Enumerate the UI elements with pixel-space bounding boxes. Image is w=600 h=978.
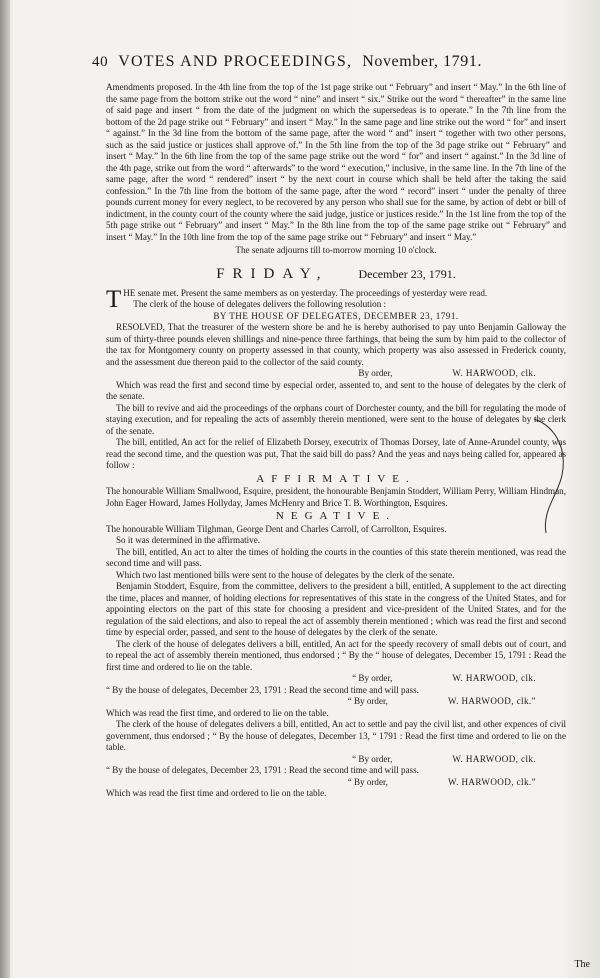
quoted-clerk-signature-2: W. HARWOOD, clk.” [447,696,536,706]
orphans-bill-paragraph: The bill to revive and aid the proceedings of the orphans court of Dorchester county, and the bill for regulating the mode of staying execution, and for repealing the acts of assembly therein mentioned, were sent to the house of delegates by the clerk of the senate. [106,402,566,436]
quoted-clerk-signature-4: W. HARWOOD, clk.” [447,776,536,787]
two-bills-paragraph: Which two last mentioned bills were sent to the house of delegates by the clerk of the senate. [116,569,455,580]
resolved-paragraph: RESOLVED, That the treasurer of the western shore be and he is hereby authorised to pay unto Benjamin Galloway the sum of thirty-three pounds eleven shillings and nine-pence three farthings, that being the sum by him paid to the collector of the tax for Montgomery county on property assessed in that county, which property was also assessed in Frederick county, and the assessment due thereon paid to the collector of the said county. [106,322,566,367]
by-house-label: BY THE HOUSE OF DELEGATES, [213,310,361,321]
second-reading-line-2: “ By the house of delegates, December 23, 1791 : Read the second time and will pass. [106,765,419,775]
page-text [92,52,566,800]
running-title: VOTES AND PROCEEDINGS, [118,53,353,70]
clerk-signature: W. HARWOOD, clk. [452,368,536,378]
by-house-date: DECEMBER 23, 1791. [363,310,459,321]
negative-heading: NEGATIVE. [275,510,397,522]
quoted-by-order-2: “ By order, [347,696,388,706]
read-table-line: Which was read the first time, and ordered to lie on the table. [106,707,329,718]
quoted-by-order: “ By order, [352,673,393,683]
small-debts-paragraph: The clerk of the house of delegates delivers a bill, entitled, An act for the speedy recovery of small debts out of court, and to repeal the act of assembly therein mentioned, thus endorsed ; “ By the “ house of delegates, December 15, 1791 : Read the first time and ordered to lie on the table. [106,638,566,672]
amendments-paragraph: Amendments proposed. In the 4th line from the top of the 1st page strike out “ February” and insert “ May.” In the 6th line of the same page from the bottom strike out the word “ nine” and insert “ six.” Strike out the word “ thereafter” in the same line of said page and insert “ from the date of the judgment on which the supersedeas is to operate.” In the 7th line from the bottom of the 2d page strike out “ February” and insert “ May.” In the same page and line strike out the word “ for” and insert “ against.” In the 3d line from the bottom of the same page, after the word “ and” insert “ together with two other persons, such as the said justice or justices shall approve of.” In the 5th line from the top of the 3d page strike out “ February” and insert “ May.” In the 6th line from the top of the same page strike out the word “ for” and insert “ against.” In the 3d line of the 4th page, strike out from the word “ afterwards” to the word “ execution,” inclusive, in the same line. In the 7th line of the same page, after the word “ rendered” insert “ by the next court in course which shall be held after the taking the said confession.” In the 7th line from the bottom of the same page, after the word “ record” insert “ under the penalty of three pounds current money for every neglect, to be recovered by any person who shall sue for the same, by action of debt or bill of indictment, in the county court of the county where the said judge, justice or justices reside.” In the 1st line from the top of the 5th page strike out “ February” and insert “ May.” In the 8th line from the top of the same page strike out “ February” and insert “ May.” In the 10th line from the top of the same page strike out “ February” and insert “ May.” [106,82,566,242]
catchword: The [574,959,590,970]
binding-gutter [0,0,10,978]
quoted-clerk-signature: W. HARWOOD, clk. [452,673,536,683]
determined-line: So it was determined in the affirmative. [116,535,261,545]
read-table-line-2: Which was read the first time and ordered to lie on the table. [106,788,327,798]
quoted-by-order-4: “ By order, [347,776,388,787]
signature-line [106,368,566,380]
day-name: FRIDAY, [216,265,329,282]
dorsey-bill-paragraph: The bill, entitled, An act for the relief of Elizabeth Dorsey, executrix of Thomas Dorsey, late of Anne-Arundel county, was read the second time, and the question was put, That the said bill do pass? And the yeas and nays being called for, appeared as follow : [106,437,566,470]
day-date: December 23, 1791. [358,266,456,281]
quoted-signature-2 [106,696,566,708]
drop-cap: T [106,285,122,313]
stoddert-paragraph: Benjamin Stoddert, Esquire, from the committee, delivers to the president a bill, entitled, A supplement to the act directing the time, places and manner, of holding elections for representatives of this state in the congress of the United States, and for appointing electors on the part of this state for choosing a president and vice-president of the United States, and for the regulation of the said elections, and also to repeal the act of assembly therein mentioned ; which was read the first and second time by especial order, passed, and sent to the house of delegates by the clerk of the senate. [106,581,566,637]
affirmative-list: The honourable William Smallwood, Esquire, president, the honourable Benjamin Stoddert, William Perry, William Hindman, John Eager Howard, James Hollyday, James McHenry and Brice T. B. Worthington, Esquires. [106,486,566,508]
affirmative-heading: AFFIRMATIVE. [256,472,416,485]
adjournment-line: The senate adjourns till to-morrow morning 10 o'clock. [235,245,437,255]
civil-list-paragraph: The clerk of the house of delegates delivers a bill, entitled, An act to settle and pay the civil list, and other expences of civil government, thus endorsed ; “ By the house of delegates, December 13, “ 1791 : Read the first time and ordered to lie on the table. [106,719,566,752]
quoted-signature-4 [106,777,566,789]
quoted-clerk-signature-3: W. HARWOOD, clk. [452,753,536,764]
read-paragraph-1: Which was read the first and second time by especial order, assented to, and sent to the house of delegates by the clerk of the senate. [106,379,566,401]
quoted-signature-1 [106,673,566,685]
second-reading-line: “ By the house of delegates, December 23, 1791 : Read the second time and will pass. [106,684,419,695]
running-date: November, 1791. [362,53,483,70]
quoted-signature-3 [106,754,566,766]
by-house-heading [106,311,566,323]
day-heading [106,265,566,284]
courts-bill-paragraph: The bill, entitled, An act to alter the times of holding the courts in the counties of this state therein mentioned, was read the second time and will pass. [106,546,566,568]
clerk-resolution-line: The clerk of the house of delegates delivers the following resolution : [133,299,387,309]
running-header [92,52,566,72]
page-number: 40 [92,54,109,70]
by-order-label: By order, [358,368,393,378]
negative-list: The honourable William Tilghman, George Dent and Charles Carroll, of Carrollton, Esquires. [106,523,447,534]
quoted-by-order-3: “ By order, [352,753,393,764]
opening-text: HE senate met. Present the same members as on yesterday. The proceedings of yesterday were read. [123,287,488,298]
